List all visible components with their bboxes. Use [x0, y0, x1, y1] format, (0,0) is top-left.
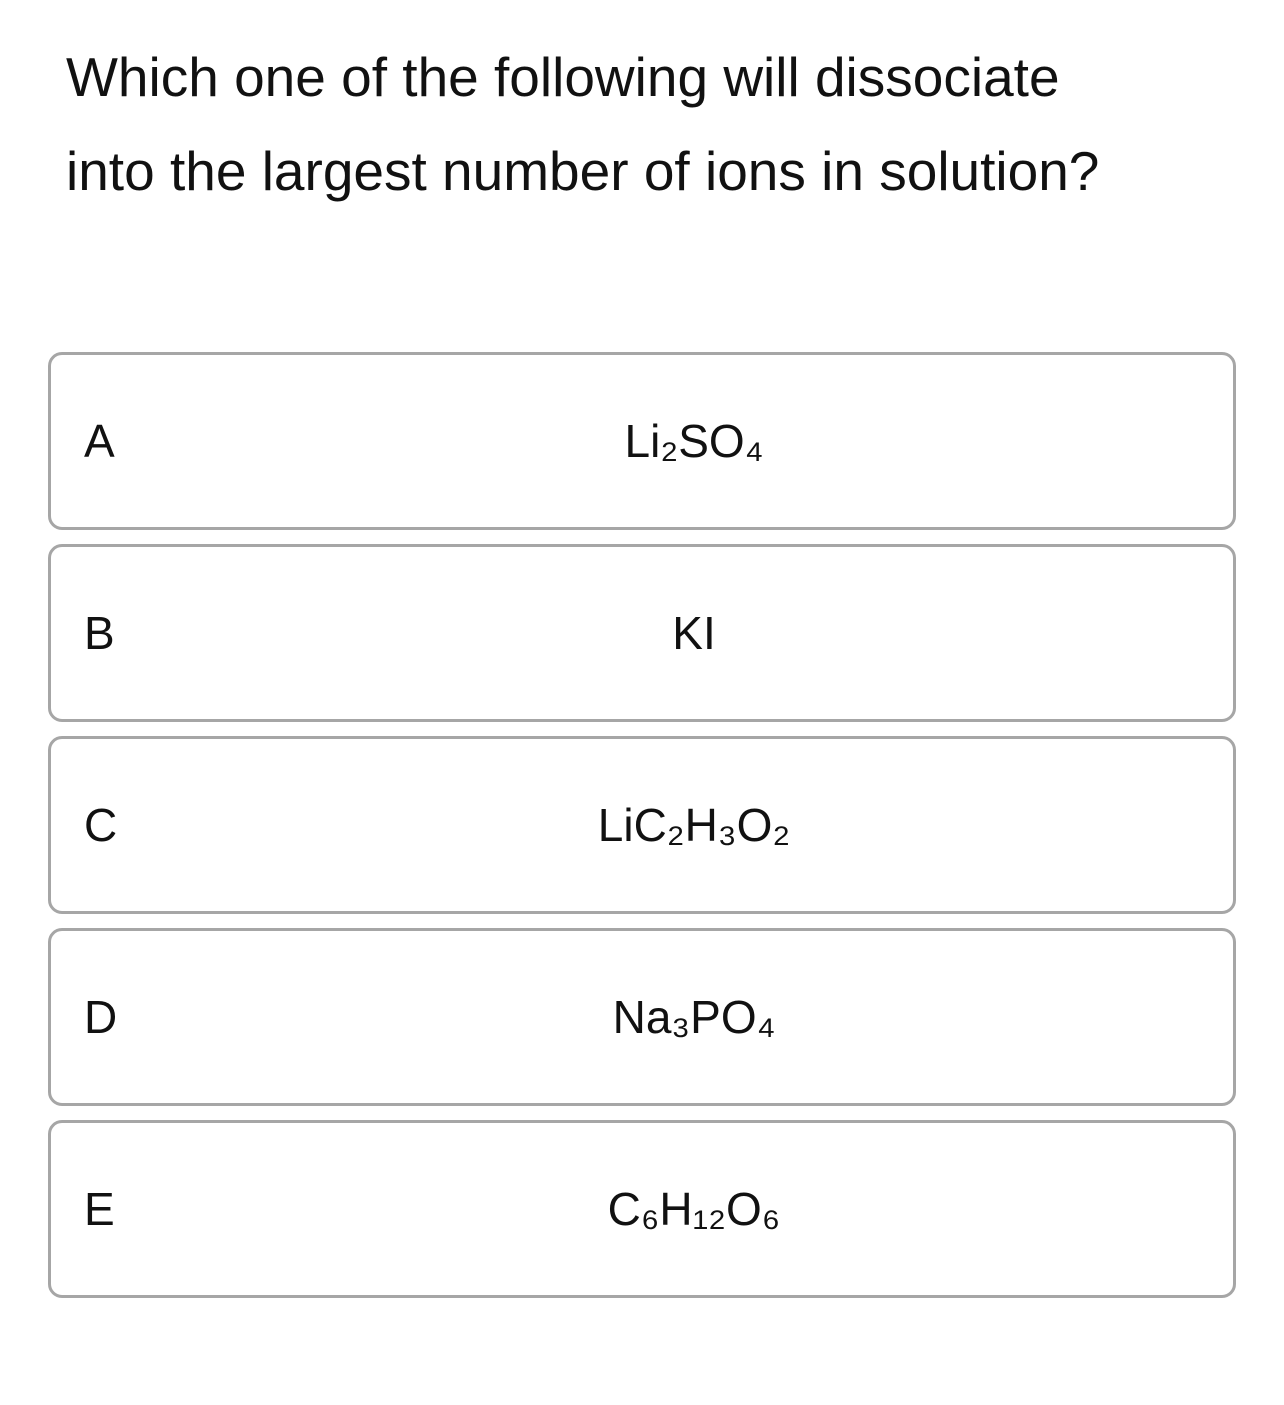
- option-formula: C₆H₁₂O₆: [607, 1183, 781, 1235]
- option-formula: KI: [672, 607, 716, 659]
- question-text: [66, 30, 1236, 218]
- option-letter: B: [84, 607, 115, 659]
- option-formula: LiC₂H₃O₂: [597, 799, 791, 851]
- option-d[interactable]: [48, 928, 1236, 1106]
- option-letter: A: [84, 415, 115, 467]
- option-c[interactable]: [48, 736, 1236, 914]
- option-b[interactable]: [48, 544, 1236, 722]
- option-letter: D: [84, 991, 118, 1043]
- option-a[interactable]: [48, 352, 1236, 530]
- option-formula: Na₃PO₄: [612, 991, 776, 1043]
- option-formula: Li₂SO₄: [624, 415, 764, 467]
- question-line-2: into the largest number of ions in solution?: [66, 140, 1100, 202]
- option-e[interactable]: [48, 1120, 1236, 1298]
- option-letter: C: [84, 799, 118, 851]
- answer-options: [48, 352, 1236, 1312]
- question-line-1: Which one of the following will dissociate: [66, 46, 1060, 108]
- option-letter: E: [84, 1183, 115, 1235]
